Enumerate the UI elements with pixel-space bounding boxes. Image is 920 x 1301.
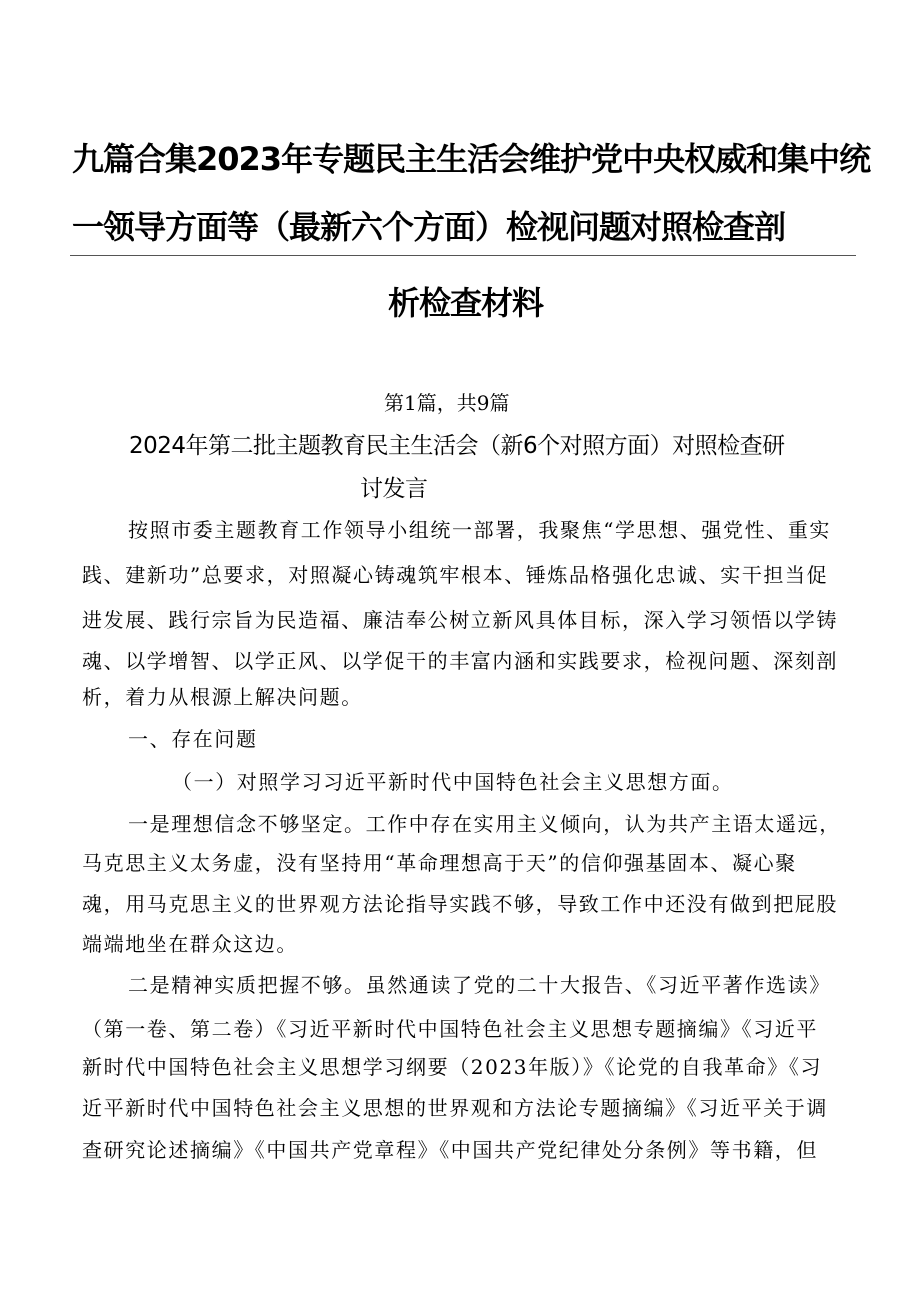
title-divider bbox=[70, 255, 856, 256]
body-line: 端端地坐在群众这边。 bbox=[82, 932, 298, 956]
body-line: 魂，用马克思主义的世界观方法论指导实践不够，导致工作中还没有做到把屁股 bbox=[82, 892, 838, 916]
section-subtitle-line-2: 讨发言 bbox=[360, 476, 428, 502]
body-line: 马克思主义太务虚，没有坚持用“革命理想高于天”的信仰强基固本、凝心聚 bbox=[82, 851, 797, 875]
body-line: 按照市委主题教育工作领导小组统一部署，我聚焦“学思想、强党性、重实 bbox=[128, 518, 832, 542]
body-line: 新时代中国特色社会主义思想学习纲要（2023年版）》《论党的自我革命》《习 bbox=[82, 1055, 823, 1079]
section-heading: 一、存在问题 bbox=[128, 727, 258, 751]
body-line: 魂、以学增智、以学正风、以学促干的丰富内涵和实践要求，检视问题、深刻剖 bbox=[82, 649, 838, 673]
document-title-line-1: 九篇合集2023年专题民主生活会维护党中央权威和集中统 bbox=[72, 140, 871, 178]
body-line: 践、建新功”总要求，对照凝心铸魂筑牢根本、锤炼品格强化忠诚、实干担当促 bbox=[82, 563, 829, 587]
subsection-heading: （一）对照学习习近平新时代中国特色社会主义思想方面。 bbox=[172, 770, 734, 794]
body-line: （第一卷、第二卷）《习近平新时代中国特色社会主义思想专题摘编》《习近平 bbox=[82, 1017, 818, 1041]
body-line: 查研究论述摘编》《中国共产党章程》《中国共产党纪律处分条例》等书籍，但 bbox=[82, 1138, 818, 1162]
document-title-line-3: 析检查材料 bbox=[388, 284, 544, 322]
body-line: 近平新时代中国特色社会主义思想的世界观和方法论专题摘编》《习近平关于调 bbox=[82, 1096, 828, 1120]
part-indicator: 第1篇，共9篇 bbox=[384, 391, 510, 415]
body-line: 进发展、践行宗旨为民造福、廉洁奉公树立新风具体目标，深入学习领悟以学铸 bbox=[82, 608, 838, 632]
section-subtitle-line-1: 2024年第二批主题教育民主生活会（新6个对照方面）对照检查研 bbox=[129, 433, 785, 459]
body-line: 析，着力从根源上解决问题。 bbox=[82, 685, 363, 709]
body-line: 二是精神实质把握不够。虽然通读了党的二十大报告、《习近平著作选读》 bbox=[128, 973, 831, 997]
body-line: 一是理想信念不够坚定。工作中存在实用主义倾向，认为共产主语太遥远， bbox=[128, 812, 841, 836]
document-title-line-2: 一领导方面等（最新六个方面）检视问题对照检查剖 bbox=[72, 208, 786, 246]
